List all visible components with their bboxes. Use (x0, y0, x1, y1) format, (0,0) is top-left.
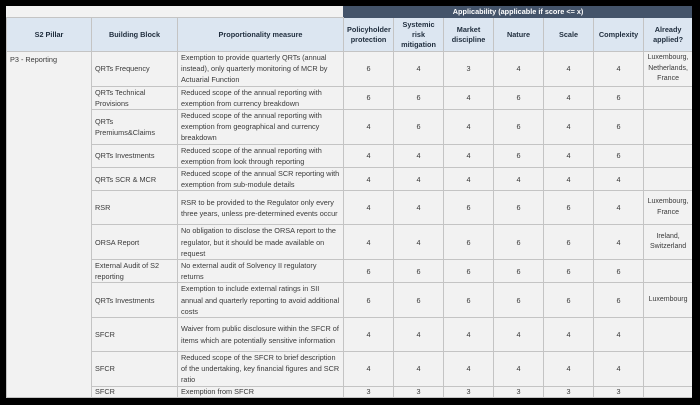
score-cell-complexity: 4 (594, 352, 644, 387)
score-cell-market: 4 (444, 168, 494, 191)
score-cell-market: 6 (444, 225, 494, 260)
score-cell-scale: 6 (544, 225, 594, 260)
score-cell-scale: 3 (544, 386, 594, 397)
header-spacer (7, 7, 344, 18)
score-cell-scale: 4 (544, 168, 594, 191)
score-cell-systemic: 6 (394, 283, 444, 318)
score-cell-systemic: 4 (394, 168, 444, 191)
already-applied-cell (644, 352, 692, 387)
table-row (7, 110, 693, 145)
score-cell-systemic: 4 (394, 318, 444, 352)
score-cell-scale: 6 (544, 191, 594, 225)
score-cell-policyholder: 6 (344, 52, 394, 87)
building-block-cell: QRTs Premiums&Claims (92, 110, 178, 145)
table-row (7, 225, 693, 260)
score-cell-complexity: 6 (594, 283, 644, 318)
score-cell-systemic: 4 (394, 52, 444, 87)
score-cell-complexity: 6 (594, 260, 644, 283)
score-cell-nature: 6 (494, 191, 544, 225)
score-cell-policyholder: 6 (344, 86, 394, 109)
table-row (7, 86, 693, 109)
score-cell-nature: 6 (494, 283, 544, 318)
col-header-measure: Proportionality measure (178, 18, 344, 52)
measure-cell: Exemption to include external ratings in SII annual and quarterly reporting to avoid additional costs (178, 283, 344, 318)
score-cell-nature: 6 (494, 260, 544, 283)
table-body (7, 52, 693, 398)
score-cell-scale: 4 (544, 352, 594, 387)
score-cell-scale: 6 (544, 283, 594, 318)
building-block-cell: ORSA Report (92, 225, 178, 260)
col-header-market: Market discipline (444, 18, 494, 52)
score-cell-systemic: 6 (394, 86, 444, 109)
table-row (7, 191, 693, 225)
score-cell-complexity: 4 (594, 191, 644, 225)
score-cell-scale: 4 (544, 144, 594, 167)
score-cell-market: 6 (444, 283, 494, 318)
col-header-pillar: S2 Pillar (7, 18, 92, 52)
score-cell-complexity: 4 (594, 225, 644, 260)
score-cell-policyholder: 4 (344, 144, 394, 167)
score-cell-systemic: 6 (394, 110, 444, 145)
score-cell-complexity: 6 (594, 144, 644, 167)
score-cell-market: 4 (444, 144, 494, 167)
proportionality-table (6, 6, 692, 398)
measure-cell: Waiver from public disclosure within the SFCR of items which are potentially sensitive information (178, 318, 344, 352)
score-cell-policyholder: 6 (344, 283, 394, 318)
already-applied-cell (644, 318, 692, 352)
col-header-policyholder: Policyholder protection (344, 18, 394, 52)
score-cell-systemic: 4 (394, 225, 444, 260)
proportionality-table-sheet (6, 6, 692, 398)
score-cell-market: 4 (444, 86, 494, 109)
building-block-cell: SFCR (92, 352, 178, 387)
measure-cell: Reduced scope of the annual SCR reporting with exemption from sub-module details (178, 168, 344, 191)
already-applied-cell (644, 144, 692, 167)
building-block-cell: SFCR (92, 386, 178, 397)
measure-cell: Reduced scope of the annual reporting with exemption from geographical and currency breakdown (178, 110, 344, 145)
already-applied-cell (644, 168, 692, 191)
col-header-complexity: Complexity (594, 18, 644, 52)
pillar-cell: P3 - Reporting (7, 52, 92, 398)
score-cell-policyholder: 4 (344, 225, 394, 260)
score-cell-market: 3 (444, 52, 494, 87)
already-applied-cell: Luxembourg, Netherlands, France (644, 52, 692, 87)
score-cell-complexity: 4 (594, 318, 644, 352)
col-header-scale: Scale (544, 18, 594, 52)
score-cell-policyholder: 4 (344, 352, 394, 387)
measure-cell: Exemption to provide quarterly QRTs (annual instead), only quarterly monitoring of MCR by Actuarial Function (178, 52, 344, 87)
score-cell-nature: 4 (494, 352, 544, 387)
measure-cell: No obligation to disclose the ORSA report to the regulator, but it should be made available on request (178, 225, 344, 260)
table-row (7, 318, 693, 352)
score-cell-systemic: 6 (394, 260, 444, 283)
score-cell-complexity: 6 (594, 110, 644, 145)
building-block-cell: QRTs Investments (92, 144, 178, 167)
score-cell-nature: 4 (494, 52, 544, 87)
already-applied-cell (644, 110, 692, 145)
measure-cell: Reduced scope of the annual reporting with exemption from look through reporting (178, 144, 344, 167)
table-row (7, 260, 693, 283)
score-cell-systemic: 4 (394, 352, 444, 387)
score-cell-nature: 6 (494, 110, 544, 145)
score-cell-scale: 4 (544, 110, 594, 145)
score-cell-scale: 4 (544, 86, 594, 109)
score-cell-market: 3 (444, 386, 494, 397)
score-cell-nature: 4 (494, 168, 544, 191)
already-applied-cell (644, 86, 692, 109)
score-cell-complexity: 4 (594, 52, 644, 87)
score-cell-policyholder: 4 (344, 168, 394, 191)
measure-cell: Reduced scope of the SFCR to brief description of the undertaking, key financial figures and SCR ratio (178, 352, 344, 387)
score-cell-market: 4 (444, 110, 494, 145)
applicability-header: Applicability (applicable if score <= x) (344, 7, 692, 18)
already-applied-cell (644, 260, 692, 283)
score-cell-policyholder: 4 (344, 191, 394, 225)
score-cell-systemic: 4 (394, 144, 444, 167)
building-block-cell: SFCR (92, 318, 178, 352)
score-cell-nature: 6 (494, 86, 544, 109)
score-cell-market: 4 (444, 318, 494, 352)
building-block-cell: RSR (92, 191, 178, 225)
col-header-nature: Nature (494, 18, 544, 52)
already-applied-cell (644, 386, 692, 397)
score-cell-policyholder: 4 (344, 110, 394, 145)
score-cell-nature: 3 (494, 386, 544, 397)
score-cell-systemic: 4 (394, 191, 444, 225)
score-cell-complexity: 3 (594, 386, 644, 397)
table-row (7, 52, 693, 87)
score-cell-policyholder: 3 (344, 386, 394, 397)
score-cell-complexity: 4 (594, 168, 644, 191)
measure-cell: Reduced scope of the annual reporting with exemption from currency breakdown (178, 86, 344, 109)
measure-cell: No external audit of Solvency II regulatory returns (178, 260, 344, 283)
building-block-cell: QRTs Investments (92, 283, 178, 318)
building-block-cell: QRTs SCR & MCR (92, 168, 178, 191)
score-cell-nature: 6 (494, 225, 544, 260)
table-row (7, 144, 693, 167)
score-cell-scale: 4 (544, 318, 594, 352)
score-cell-policyholder: 4 (344, 318, 394, 352)
already-applied-cell: Luxembourg (644, 283, 692, 318)
already-applied-cell: Luxembourg, France (644, 191, 692, 225)
score-cell-nature: 6 (494, 144, 544, 167)
score-cell-scale: 4 (544, 52, 594, 87)
building-block-cell: QRTs Frequency (92, 52, 178, 87)
table-row (7, 386, 693, 397)
table-row (7, 168, 693, 191)
table-row (7, 352, 693, 387)
score-cell-market: 6 (444, 191, 494, 225)
table-row (7, 283, 693, 318)
col-header-block: Building Block (92, 18, 178, 52)
building-block-cell: External Audit of S2 reporting (92, 260, 178, 283)
col-header-applied: Already applied? (644, 18, 692, 52)
score-cell-nature: 4 (494, 318, 544, 352)
already-applied-cell: Ireland, Switzerland (644, 225, 692, 260)
col-header-systemic: Systemic risk mitigation (394, 18, 444, 52)
score-cell-market: 4 (444, 352, 494, 387)
building-block-cell: QRTs Technical Provisions (92, 86, 178, 109)
measure-cell: Exemption from SFCR (178, 386, 344, 397)
score-cell-market: 6 (444, 260, 494, 283)
score-cell-policyholder: 6 (344, 260, 394, 283)
score-cell-complexity: 6 (594, 86, 644, 109)
score-cell-scale: 6 (544, 260, 594, 283)
measure-cell: RSR to be provided to the Regulator only every three years, unless pre-determined events occur (178, 191, 344, 225)
score-cell-systemic: 3 (394, 386, 444, 397)
